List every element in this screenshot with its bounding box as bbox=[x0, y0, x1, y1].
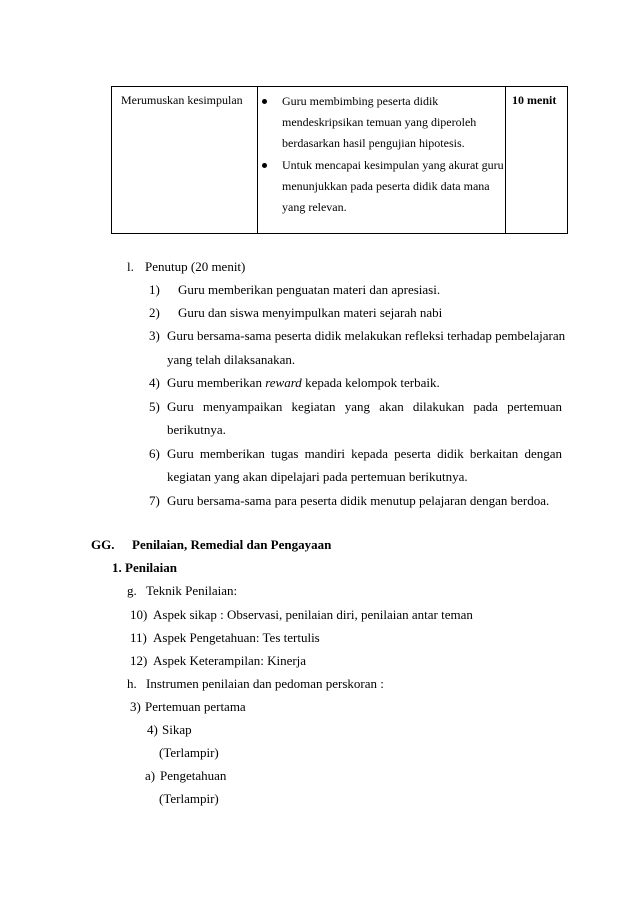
attachment-note: (Terlampir) bbox=[159, 745, 219, 760]
list-number: 10) bbox=[130, 607, 148, 622]
section-title: Penilaian, Remedial dan Pengayaan bbox=[132, 537, 332, 552]
list-item: Guru bersama-sama para peserta didik menutup pelajaran dengan berdoa. bbox=[167, 493, 550, 508]
list-item-continuation: yang telah dilaksanakan. bbox=[167, 352, 296, 367]
list-item: Sikap bbox=[162, 722, 192, 737]
list-item: Guru menyampaikan kegiatan yang akan dilakukan pada pertemuan bbox=[167, 399, 562, 414]
list-item: Aspek sikap : Observasi, penilaian diri, penilaian antar teman bbox=[153, 607, 473, 622]
list-label: h. bbox=[127, 676, 137, 691]
penutup-label: l. bbox=[127, 259, 134, 274]
bullet-text: Untuk mencapai kesimpulan yang akurat guru menunjukkan pada peserta didik data mana yang relevan. bbox=[282, 158, 504, 214]
table-bullet-2 bbox=[262, 155, 507, 221]
list-item: Aspek Keterampilan: Kinerja bbox=[153, 653, 307, 668]
list-item: Pertemuan pertama bbox=[145, 699, 246, 714]
list-item-text: kepada kelompok terbaik. bbox=[301, 375, 440, 390]
list-number: 7) bbox=[149, 493, 160, 508]
list-number: 12) bbox=[130, 653, 148, 668]
list-item: Guru bersama-sama peserta didik melakukan refleksi terhadap pembelajaran bbox=[167, 328, 566, 343]
penutup-title: Penutup (20 menit) bbox=[145, 259, 246, 274]
list-number: 3) bbox=[130, 699, 141, 714]
list-item: Guru memberikan tugas mandiri kepada peserta didik berkaitan dengan bbox=[167, 446, 562, 461]
list-item: Instrumen penilaian dan pedoman perskoran : bbox=[146, 676, 384, 691]
table-divider bbox=[257, 87, 258, 233]
list-item-continuation: berikutnya. bbox=[167, 422, 226, 437]
list-number: 11) bbox=[130, 630, 147, 645]
list-item: Guru memberikan penguatan materi dan apresiasi. bbox=[178, 282, 441, 297]
section-label: GG. bbox=[91, 537, 115, 552]
list-item: Aspek Pengetahuan: Tes tertulis bbox=[153, 630, 320, 645]
time-cell: 10 menit bbox=[512, 93, 557, 107]
list-number: 6) bbox=[149, 446, 160, 461]
bullet-icon bbox=[262, 163, 267, 168]
subsection-title: 1. Penilaian bbox=[112, 560, 178, 575]
list-number: 2) bbox=[149, 305, 160, 320]
list-number: 1) bbox=[149, 282, 160, 297]
activity-table bbox=[111, 86, 568, 234]
activity-name-cell: Merumuskan kesimpulan bbox=[121, 93, 243, 107]
list-item-continuation: kegiatan yang akan dipelajari pada pertemuan berikutnya. bbox=[167, 469, 468, 484]
list-number: 5) bbox=[149, 399, 160, 414]
bullet-text: Guru membimbing peserta didik mendeskripsikan temuan yang diperoleh berdasarkan hasil pengujian hipotesis. bbox=[282, 94, 477, 150]
list-number: 4) bbox=[149, 375, 160, 390]
list-label: g. bbox=[127, 583, 137, 598]
list-item bbox=[167, 374, 440, 391]
table-bullet-1 bbox=[262, 91, 507, 157]
list-number: 4) bbox=[147, 722, 158, 737]
attachment-note: (Terlampir) bbox=[159, 791, 219, 806]
italic-term: reward bbox=[265, 375, 302, 390]
bullet-icon bbox=[262, 99, 267, 104]
list-item-text: Guru memberikan bbox=[167, 375, 266, 390]
list-number: 3) bbox=[149, 328, 160, 343]
list-number: a) bbox=[145, 768, 156, 783]
list-item: Teknik Penilaian: bbox=[146, 583, 238, 598]
list-item: Pengetahuan bbox=[160, 768, 227, 783]
list-item: Guru dan siswa menyimpulkan materi sejarah nabi bbox=[178, 305, 443, 320]
